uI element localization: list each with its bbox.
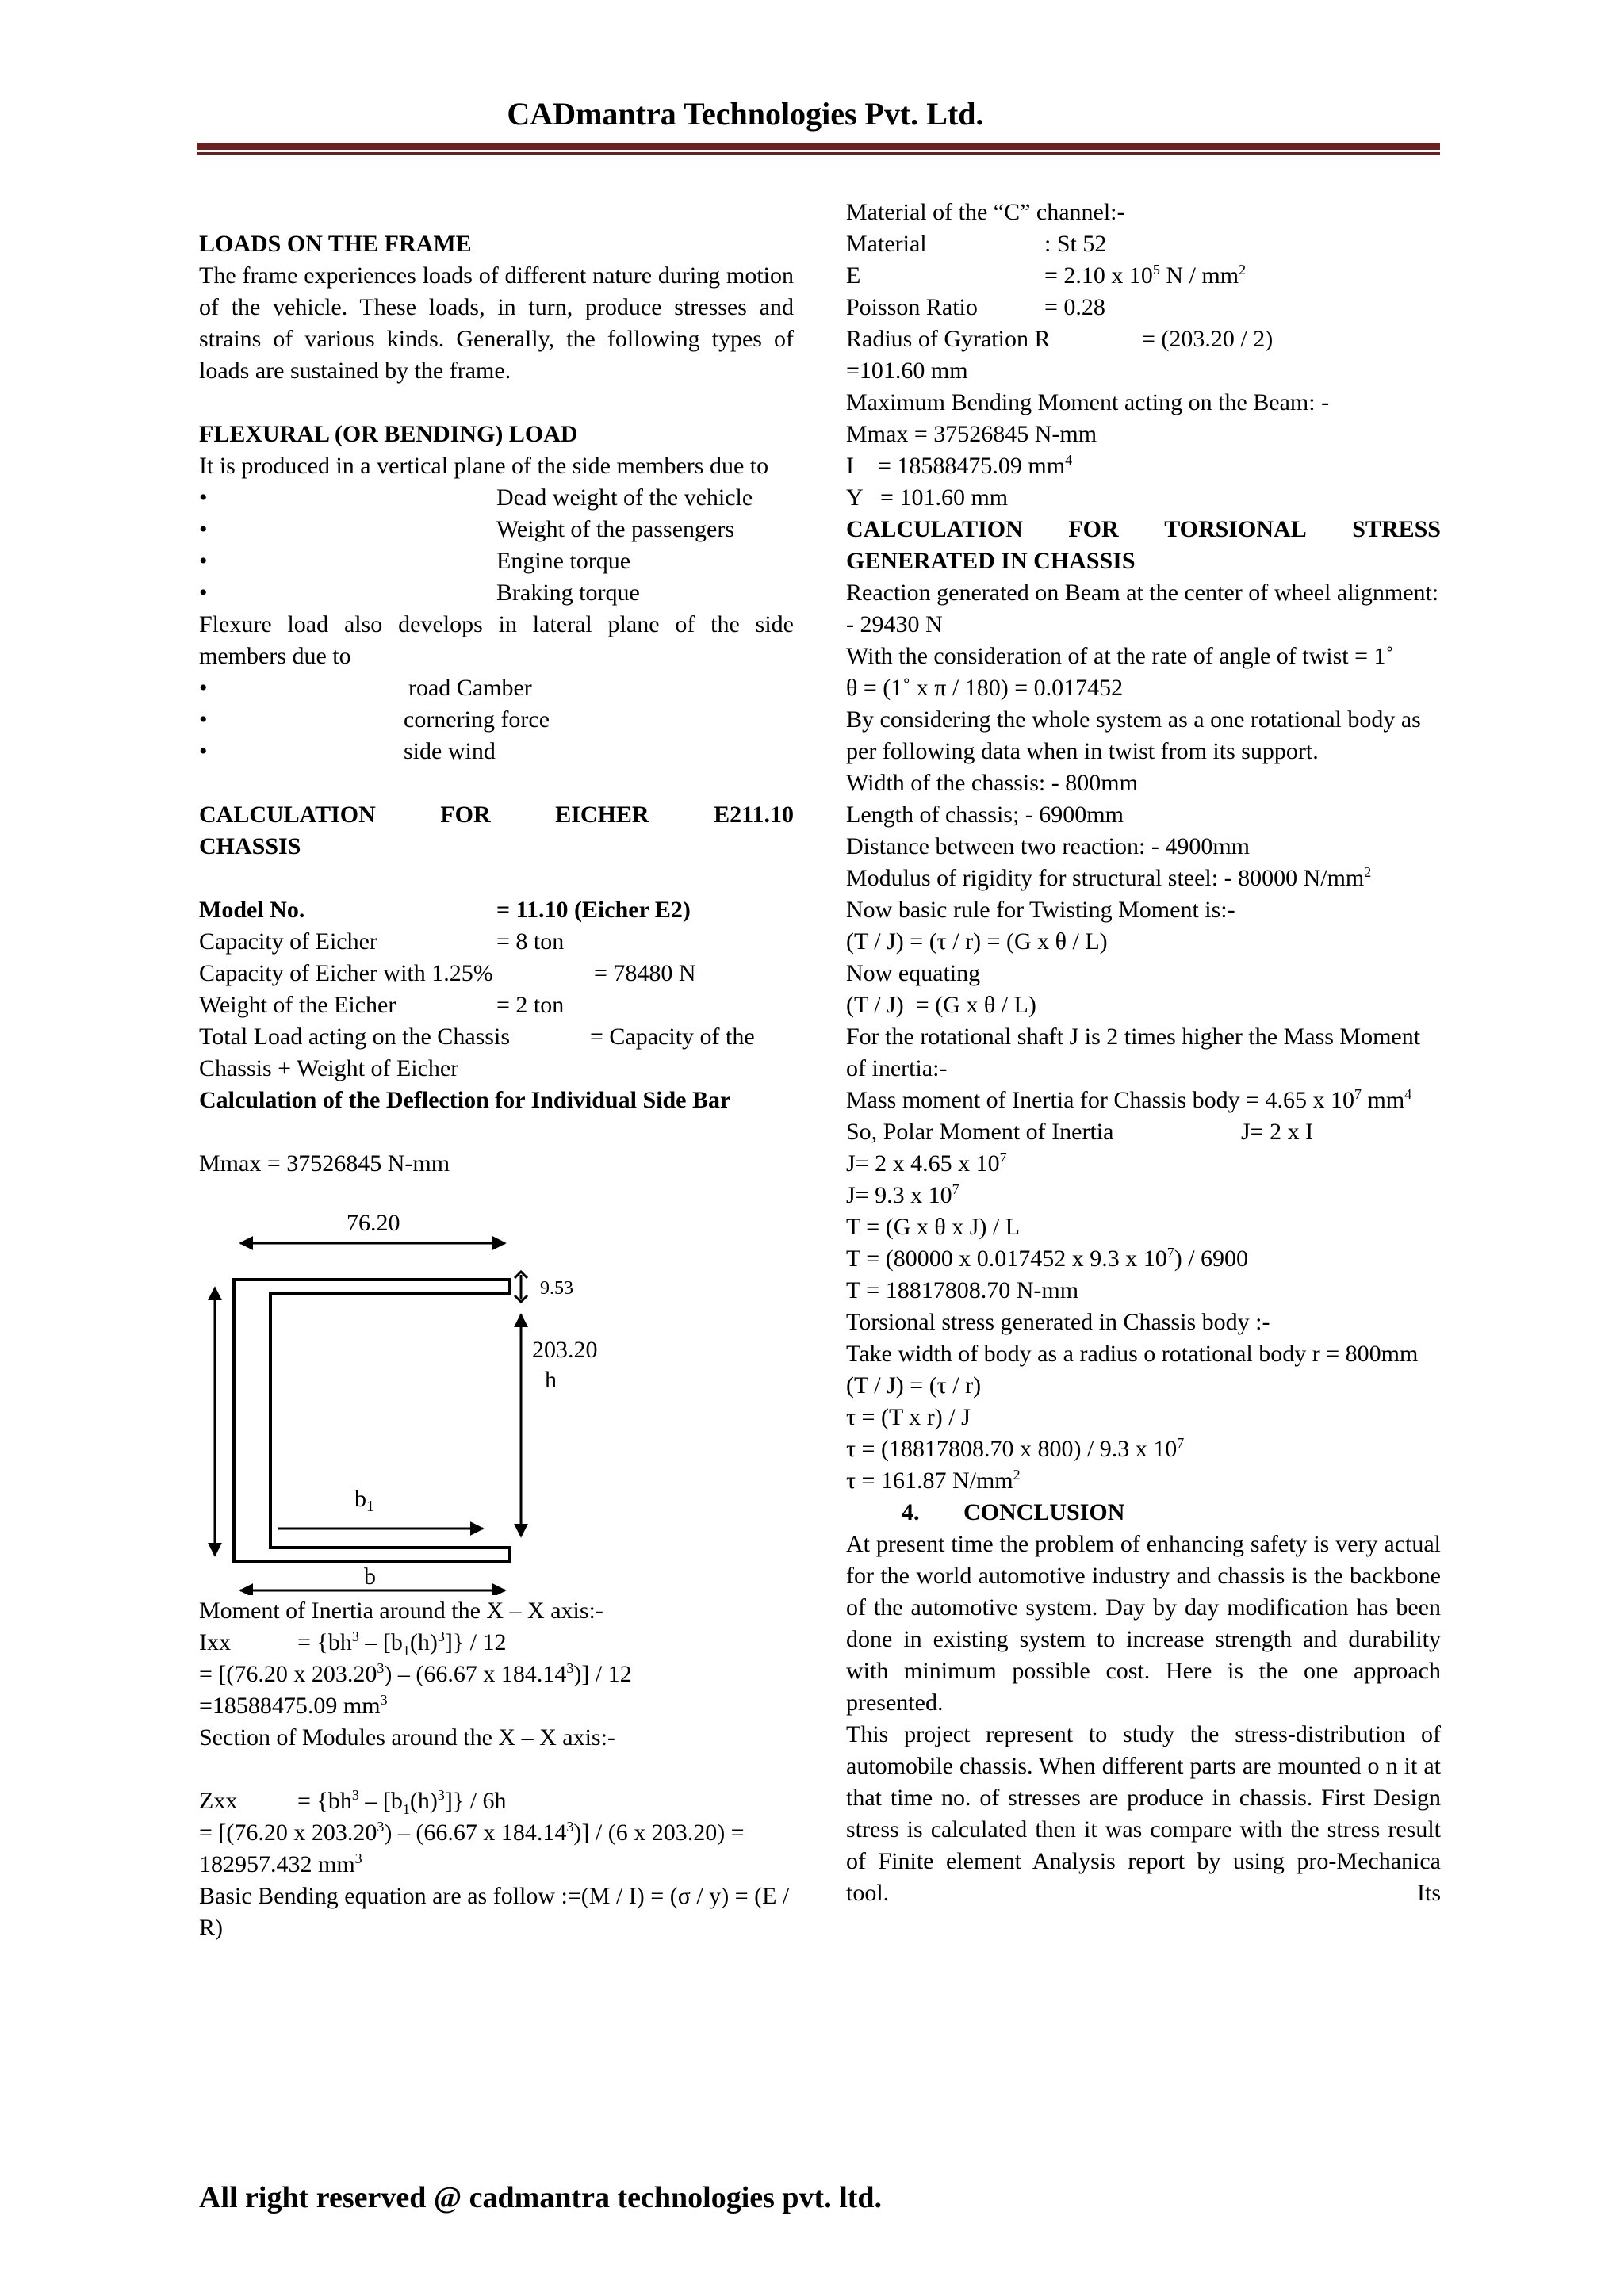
lateral-load-list — [199, 672, 794, 767]
left-column — [199, 228, 794, 1944]
ixx-formula: Ixx = $\{bh^3 - [b_1(h)^3]\} / 12$ — [199, 1628, 507, 1659]
section-heading-calculation: CALCULATION FOR EICHER E211.10 CHASSIS — [199, 802, 794, 859]
channel-outline — [234, 1280, 510, 1562]
polar-moment-row: So, Polar Moment of Inertia J= 2 x I — [846, 1119, 1314, 1145]
conclusion-heading: 4. CONCLUSION — [902, 1499, 1125, 1525]
lateral-paragraph: Flexure load also develops in lateral plane of the side members due to — [199, 611, 794, 669]
rotational-shaft-line: For the rotational shaft J is 2 times higher the Mass Moment of inertia:- — [846, 1024, 1421, 1081]
chassis-length: Length of chassis; - 6900mm — [846, 802, 1124, 828]
equating-equation: (T / J) = (G x θ / L) — [846, 992, 1036, 1018]
list-item: • cornering force — [199, 706, 550, 733]
list-item: • side wind — [199, 738, 496, 764]
list-item: • Dead weight of the vehicle — [199, 484, 753, 511]
section-heading-flexural: FLEXURAL (OR BENDING) LOAD — [199, 421, 578, 447]
section-heading-torsion: CALCULATION FOR TORSIONAL STRESS GENERATED IN CHASSIS — [846, 516, 1441, 574]
total-load-continued: Chassis + Weight of Eicher — [199, 1055, 459, 1081]
weight-row: Weight of the Eicher = 2 ton — [199, 992, 565, 1018]
model-row: Model No. = 11.10 (Eicher E2) — [199, 897, 691, 923]
thickness-arrow — [515, 1272, 527, 1302]
moi-heading: Moment of Inertia around the X – X axis:- — [199, 1598, 603, 1624]
mass-moment-line: Mass moment of Inertia for Chassis body = 4.65 x $10^7$ $mm^4$ — [846, 1086, 1412, 1113]
conclusion-paragraph-2: This project represent to study the stress-distribution of automobile chassis. When different parts are mounted o n it at that time no. of stresses are produce in chassis. First Design stress is calculated then it was compare with the stress result of Finite element Analysis report by using pro-Mechanica tool. Its — [846, 1721, 1441, 1906]
list-item: • Braking torque — [199, 580, 640, 606]
mmax-value: Mmax = 37526845 N-mm — [846, 421, 1097, 447]
zxx-substitution: = [(76.20 x 203.20$^3$) – (66.67 x 184.14$^3$)] / (6 x 203.20) = 182957.432 $mm^3$ — [199, 1819, 745, 1877]
j-equation-1: J= 2 x 4.65 x $10^7$ — [846, 1150, 1007, 1177]
max-bending-heading: Maximum Bending Moment acting on the Beam: - — [846, 389, 1330, 415]
chassis-width: Width of the chassis: - 800mm — [846, 770, 1138, 796]
ixx-substitution: = [(76.20 x 203.20$^3$) – (66.67 x 184.14$^3$)] / 12 — [199, 1660, 632, 1687]
now-equating: Now equating — [846, 960, 981, 986]
twisting-rule-heading: Now basic rule for Twisting Moment is:- — [846, 897, 1235, 923]
theta-line: θ = (1˚ x π / 180) = 0.017452 — [846, 675, 1124, 701]
c-channel-figure — [199, 1211, 643, 1595]
right-column — [846, 197, 1441, 1909]
height-label: 203.20 — [532, 1337, 598, 1363]
take-width-line: Take width of body as a radius o rotational body r = 800mm — [846, 1341, 1419, 1367]
section-heading-loads: LOADS ON THE FRAME — [199, 231, 472, 257]
radius-result: =101.60 mm — [846, 358, 968, 384]
tau-equation-4: τ = 161.87 $N/mm^2$ — [846, 1467, 1021, 1494]
capacity-row: Capacity of Eicher = 8 ton — [199, 928, 565, 955]
t-equation-1: T = (G x θ x J) / L — [846, 1214, 1021, 1240]
y-value: Y = 101.60 mm — [846, 484, 1009, 511]
twisting-rule-equation: (T / J) = (τ / r) = (G x θ / L) — [846, 928, 1108, 955]
vertical-load-list — [199, 482, 794, 609]
j-equation-2: J= 9.3 x $10^7$ — [846, 1181, 959, 1208]
width-label: 76.20 — [347, 1211, 400, 1236]
mmax-line: Mmax = 37526845 N-mm — [199, 1150, 450, 1177]
deflection-heading: Calculation of the Deflection for Individual Side Bar — [199, 1087, 731, 1113]
conclusion-paragraph-1: At present time the problem of enhancing safety is very actual for the world automotive industry and chassis is the backbone of the automotive system. Day by day modification has been done in existing system to increase strength and durability with minimum possible cost. Here is the one approach presented. — [846, 1531, 1441, 1716]
material-row: Material : St 52 — [846, 231, 1107, 257]
list-item: • road Camber — [199, 675, 532, 701]
poisson-row: Poisson Ratio = 0.28 — [846, 294, 1105, 320]
thickness-label: 9.53 — [540, 1278, 573, 1299]
page-footer: All right reserved @ cadmantra technologies pvt. ltd. — [199, 2181, 883, 2214]
total-load-row: Total Load acting on the Chassis = Capacity of the — [199, 1024, 755, 1050]
reaction-distance: Distance between two reaction: - 4900mm — [846, 833, 1251, 859]
radius-row: Radius of Gyration R = (203.20 / 2) — [846, 326, 1274, 352]
list-item: • Engine torque — [199, 548, 631, 574]
b-label: b — [364, 1563, 376, 1590]
page-header-title: CADmantra Technologies Pvt. Ltd. — [507, 96, 984, 132]
header-rule — [197, 143, 1440, 150]
b1-label: $b_1$ — [354, 1486, 374, 1515]
loads-paragraph: The frame experiences loads of different nature during motion of the vehicle. These loads, in turn, produce stresses and strains of various kinds. Generally, the following types of loads are sustained by the frame. — [199, 262, 794, 384]
h-label: h — [545, 1367, 557, 1393]
t-equation-2: T = (80000 x 0.017452 x 9.3 x $10^7) / 6900$ — [846, 1245, 1249, 1272]
tau-equation-1: (T / J) = (τ / r) — [846, 1372, 982, 1399]
reaction-line: Reaction generated on Beam at the center of wheel alignment: - 29430 N — [846, 580, 1439, 637]
flexural-paragraph: It is produced in a vertical plane of the side members due to — [199, 453, 769, 479]
tau-equation-2: τ = (T x r) / J — [846, 1404, 971, 1430]
material-heading: Material of the “C” channel:- — [846, 199, 1125, 225]
torsional-stress-heading: Torsional stress generated in Chassis body :- — [846, 1309, 1270, 1335]
modulus-rigidity: Modulus of rigidity for structural steel: - 80000 $N/mm^2$ — [846, 864, 1372, 891]
tau-equation-3: τ = (18817808.70 x 800) / 9.3 x $10^7$ — [846, 1435, 1185, 1462]
list-item: • Weight of the passengers — [199, 516, 734, 542]
i-value: I = 18588475.09 $mm^4$ — [846, 452, 1073, 479]
t-equation-3: T = 18817808.70 N-mm — [846, 1277, 1079, 1303]
twist-rate-line: With the consideration of at the rate of angle of twist = 1˚ — [846, 643, 1394, 669]
youngs-modulus-row: E = 2.10 x $10^5$ N / $mm^2$ — [846, 262, 1247, 289]
section-modulus-heading: Section of Modules around the X – X axis:- — [199, 1724, 615, 1751]
capacity-125-row: Capacity of Eicher with 1.25% = 78480 N — [199, 960, 696, 986]
considering-paragraph: By considering the whole system as a one rotational body as per following data when in twist from its support. — [846, 706, 1421, 764]
header-rule-thin — [197, 152, 1440, 155]
zxx-formula: Zxx = $\{bh^3 - [b_1(h)^3]\} / 6h$ — [199, 1787, 507, 1817]
ixx-result: =18588475.09 $mm^3$ — [199, 1692, 388, 1719]
bending-equation: Basic Bending equation are as follow :=(M / I) = (σ / y) = (E / R) — [199, 1883, 790, 1941]
